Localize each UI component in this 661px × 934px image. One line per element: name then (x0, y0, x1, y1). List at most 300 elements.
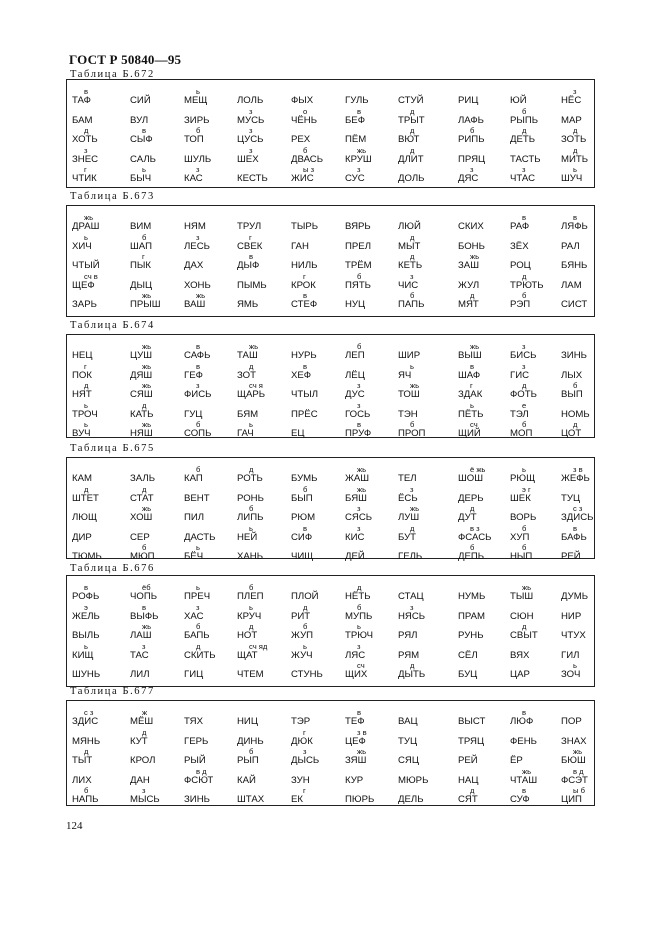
syllable-word: ЧТИК (72, 173, 97, 184)
syllable-word: ДЕЛЬ (398, 794, 424, 805)
syllable-word: СЫФ (130, 134, 153, 145)
syllable-word: ЗУН (291, 774, 310, 786)
syllable-word: ФОТЬ (510, 389, 537, 400)
syllable-diacritic: д (410, 252, 415, 261)
syllable-word: МЮРЬ (398, 774, 429, 786)
syllable-diacritic: д (522, 381, 527, 390)
syllable-diacritic: б (522, 543, 527, 552)
syllable-word: ЮЙ (510, 95, 527, 106)
syllable-word: ТЭР (291, 716, 311, 727)
syllable-diacritic: з (84, 145, 88, 155)
syllable-word: ДЯШ (130, 369, 153, 381)
syllable-diacritic: д (303, 602, 308, 612)
syllable-word: ЛУШ (398, 512, 420, 523)
syllable-word: КРУШ (345, 153, 372, 165)
syllable-diacritic: д (249, 622, 254, 631)
syllable-word: ЧТЕМ (237, 669, 264, 680)
syllable-diacritic: жь (142, 381, 152, 390)
syllable-diacritic: з (249, 106, 253, 116)
syllable-diacritic: в д (196, 766, 207, 776)
syllable-diacritic: ь (196, 583, 200, 592)
syllable-word: НИЛЬ (291, 260, 318, 271)
syllable-word: РОТЬ (237, 473, 263, 484)
syllable-word: КИЩ (72, 649, 94, 661)
syllable-word: ЖУЧ (291, 649, 313, 661)
syllable-diacritic: жь (357, 465, 367, 474)
syllable-diacritic: с з (573, 504, 583, 513)
syllable-word: ТЫРЬ (291, 221, 319, 232)
syllable-word: ЗЯШ (345, 755, 367, 766)
syllable-diacritic: з (196, 165, 200, 174)
syllable-table (66, 79, 595, 188)
syllable-diacritic: жь (357, 484, 367, 494)
syllable-diacritic: д (410, 523, 415, 533)
table-caption: Таблица Б.676 (70, 563, 155, 574)
syllable-diacritic: г (84, 165, 87, 174)
syllable-word: РИЦ (458, 95, 479, 106)
syllable-word: МЯТ (458, 299, 479, 310)
syllable-word: ТЕФ (345, 716, 365, 727)
syllable-diacritic: д (410, 106, 415, 116)
syllable-word: ЛИХ (72, 774, 92, 786)
syllable-diacritic: жь (142, 420, 152, 429)
syllable-word: ТЭН (398, 408, 418, 420)
syllable-word: ВЯРЬ (345, 221, 371, 232)
syllable-table (66, 700, 595, 806)
syllable-word: МЯНЬ (72, 735, 101, 747)
syllable-diacritic: в (142, 602, 147, 612)
syllable-word: ТРЮЧ (345, 630, 374, 641)
syllable-diacritic: з (410, 271, 414, 281)
syllable-diacritic: з (470, 165, 474, 174)
syllable-word: НУЦ (345, 299, 366, 310)
syllable-diacritic: з (196, 381, 200, 390)
syllable-word: ШУЛЬ (184, 153, 212, 165)
syllable-diacritic: ь (196, 87, 200, 96)
syllable-word: КАС (184, 173, 203, 184)
syllable-diacritic: з (410, 602, 414, 612)
syllable-word: ДРАШ (72, 221, 100, 232)
syllable-diacritic: ь (196, 543, 200, 552)
syllable-word: СУФ (510, 794, 530, 805)
syllable-diacritic: жь (142, 291, 152, 300)
syllable-diacritic: сч (357, 661, 365, 670)
syllable-diacritic: б (196, 622, 201, 631)
syllable-diacritic: д (142, 727, 147, 737)
syllable-word: ЛЕСЬ (184, 240, 210, 252)
syllable-word: САФЬ (184, 350, 211, 361)
syllable-word: ДУТ (458, 512, 477, 523)
syllable-word: НУМЬ (458, 591, 486, 602)
syllable-word: МЕЩ (184, 95, 208, 106)
syllable-word: БЁЧ (184, 551, 204, 562)
syllable-word: ХОТЬ (72, 134, 98, 145)
syllable-word: КЕТЬ (398, 260, 423, 271)
syllable-diacritic: б (303, 622, 308, 631)
syllable-word: МЫТ (398, 240, 421, 252)
syllable-diacritic: в (357, 106, 362, 116)
syllable-diacritic: в (573, 523, 578, 533)
syllable-word: БЯШ (345, 492, 367, 504)
syllable-word: СКИТЬ (184, 649, 216, 661)
syllable-word: ПРЫШ (130, 299, 161, 310)
syllable-word: ЛЮЙ (398, 221, 421, 232)
syllable-diacritic: д (84, 126, 89, 135)
syllable-word: ШТЕТ (72, 492, 99, 504)
syllable-word: СТУЙ (398, 95, 424, 106)
syllable-word: НЯСЬ (398, 610, 426, 622)
syllable-word: КАП (184, 473, 203, 484)
syllable-diacritic: з (522, 165, 526, 174)
syllable-diacritic: з (249, 126, 253, 135)
syllable-word: СИЙ (130, 95, 151, 106)
syllable-word: ПРЁС (291, 408, 318, 420)
syllable-word: ПЫМЬ (237, 279, 267, 291)
syllable-diacritic: д (470, 291, 475, 300)
syllable-word: ЖУП (291, 630, 314, 641)
syllable-word: ЧТУХ (561, 630, 586, 641)
syllable-word: НАЦ (458, 774, 479, 786)
syllable-word: ПОК (72, 369, 92, 381)
syllable-word: ДЛИТ (398, 153, 424, 165)
syllable-diacritic: ь (84, 641, 88, 651)
syllable-word: ТОП (184, 134, 204, 145)
syllable-diacritic: д (410, 145, 415, 155)
page-number: 124 (66, 820, 83, 832)
syllable-word: ТРЁМ (345, 260, 372, 271)
syllable-word: КУР (345, 774, 364, 786)
syllable-word: ЗДАК (458, 389, 483, 400)
syllable-word: ЗДИС (72, 716, 99, 727)
syllable-diacritic: з (357, 641, 361, 651)
syllable-word: РЭП (510, 299, 531, 310)
syllable-diacritic: ь (303, 641, 307, 651)
syllable-word: ДАХ (184, 260, 204, 271)
syllable-diacritic: с з (84, 708, 94, 717)
syllable-word: ЩЕФ (72, 279, 95, 291)
syllable-word: ЧТЫЛ (291, 389, 319, 400)
syllable-diacritic: б (249, 504, 254, 513)
syllable-word: ТАСТЬ (510, 153, 541, 165)
syllable-diacritic: ь (410, 361, 414, 371)
syllable-diacritic: жь (522, 766, 532, 776)
syllable-diacritic: б (303, 145, 308, 155)
table-caption: Таблица Б.672 (70, 69, 155, 80)
syllable-word: ЗОЧ (561, 669, 581, 680)
syllable-word: ЛИПЬ (237, 512, 264, 523)
syllable-word: ЦОТ (561, 428, 582, 439)
syllable-diacritic: ь (84, 420, 88, 429)
syllable-word: ФЫХ (291, 95, 314, 106)
syllable-word: ТАС (130, 649, 149, 661)
syllable-word: ЧЁНЬ (291, 114, 318, 126)
syllable-word: РОНЬ (237, 492, 264, 504)
syllable-word: ЛОЛЬ (237, 95, 264, 106)
syllable-word: ЛЫХ (561, 369, 583, 381)
syllable-diacritic: з (522, 342, 526, 351)
syllable-word: ТЫШ (510, 591, 534, 602)
syllable-word: ВЫШ (458, 350, 482, 361)
syllable-diacritic: б (573, 381, 578, 390)
syllable-diacritic: ь (573, 661, 577, 670)
syllable-diacritic: в (522, 708, 527, 717)
syllable-diacritic: жь (470, 252, 480, 261)
syllable-diacritic: д (84, 484, 89, 494)
syllable-diacritic: з (357, 165, 361, 174)
syllable-word: ДИР (72, 531, 92, 543)
table-caption: Таблица Б.674 (70, 320, 155, 331)
syllable-diacritic: жь (410, 381, 420, 390)
syllable-diacritic: ь (249, 523, 253, 533)
syllable-diacritic: д (573, 420, 578, 429)
syllable-diacritic: ы з (303, 165, 315, 174)
syllable-word: ТАФ (72, 95, 91, 106)
syllable-word: РИПЬ (458, 134, 485, 145)
syllable-word: ЛЮЩ (72, 512, 97, 523)
syllable-word: МАР (561, 114, 582, 126)
syllable-word: ДЕЙ (345, 551, 365, 562)
syllable-word: ВЕНТ (184, 492, 210, 504)
syllable-word: ЕК (291, 794, 303, 805)
syllable-word: ДЫФ (237, 260, 260, 271)
syllable-word: НЕЦ (72, 350, 93, 361)
syllable-word: НЯМ (184, 221, 206, 232)
syllable-word: ВУЧ (72, 428, 91, 439)
syllable-word: ДОЛЬ (398, 173, 425, 184)
syllable-diacritic: д (84, 381, 89, 390)
syllable-word: ВЯХ (510, 649, 530, 661)
syllable-word: ФИСЬ (184, 389, 212, 400)
syllable-word: ГЕРЬ (184, 735, 209, 747)
syllable-word: СЕР (130, 531, 150, 543)
syllable-table (66, 334, 595, 438)
syllable-word: ВИМ (130, 221, 152, 232)
syllable-table (66, 205, 595, 317)
syllable-diacritic: в (522, 213, 527, 222)
syllable-word: БУМЬ (291, 473, 318, 484)
syllable-word: ХИЧ (72, 240, 92, 252)
table-caption: Таблица Б.675 (70, 443, 155, 454)
syllable-word: ЁСЬ (398, 492, 418, 504)
syllable-word: РЯМ (398, 649, 420, 661)
syllable-word: БЯМ (237, 408, 259, 420)
syllable-word: МИТЬ (561, 153, 589, 165)
syllable-word: ЩИЙ (458, 428, 481, 439)
syllable-diacritic: ёб (142, 583, 151, 592)
syllable-word: ДУС (345, 389, 365, 400)
syllable-word: КАМ (72, 473, 92, 484)
syllable-word: НЁТЬ (345, 591, 371, 602)
syllable-word: ЧТАШ (510, 774, 538, 786)
syllable-diacritic: д (410, 232, 415, 242)
syllable-diacritic: ь (84, 232, 88, 242)
syllable-word: ХАНЬ (237, 551, 264, 562)
syllable-diacritic: б (196, 465, 201, 474)
syllable-word: ШАФ (458, 369, 481, 381)
syllable-diacritic: ь (470, 400, 474, 410)
syllable-diacritic: д (249, 465, 254, 474)
syllable-word: ЩАРЬ (237, 389, 266, 400)
syllable-word: ДЫЦ (130, 279, 153, 291)
syllable-word: КУТ (130, 735, 148, 747)
syllable-diacritic: д (357, 583, 362, 592)
syllable-diacritic: б (522, 106, 527, 116)
syllable-word: РЫП (237, 755, 259, 766)
syllable-word: ШИР (398, 350, 421, 361)
syllable-diacritic: сч (470, 420, 478, 429)
syllable-word: БЕФ (345, 114, 365, 126)
syllable-diacritic: д (470, 504, 475, 513)
syllable-diacritic: е (522, 400, 527, 410)
syllable-word: ШТАХ (237, 794, 265, 805)
syllable-word: МОП (510, 428, 533, 439)
syllable-diacritic: б (522, 291, 527, 300)
syllable-word: ПЁМ (345, 134, 367, 145)
syllable-word: ЛАШ (130, 630, 152, 641)
syllable-word: ТУЦ (398, 735, 418, 747)
syllable-word: НЯТ (72, 389, 92, 400)
syllable-word: ТЮМЬ (72, 551, 102, 562)
syllable-diacritic: б (142, 543, 147, 552)
syllable-diacritic: в (196, 361, 201, 371)
syllable-diacritic: жь (357, 145, 367, 155)
syllable-word: ШОШ (458, 473, 484, 484)
syllable-word: ЧТЫЙ (72, 260, 100, 271)
syllable-diacritic: б (410, 291, 415, 300)
syllable-diacritic: г (303, 727, 306, 737)
syllable-word: ЧОПЬ (130, 591, 158, 602)
syllable-word: РОЦ (510, 260, 531, 271)
syllable-diacritic: сч я (249, 381, 263, 390)
syllable-word: СУС (345, 173, 365, 184)
syllable-word: ЛЕП (345, 350, 365, 361)
syllable-word: СЯТ (458, 794, 478, 805)
syllable-word: БИСЬ (510, 350, 537, 361)
syllable-word: КАЙ (237, 774, 256, 786)
syllable-word: ЗИНЬ (184, 794, 210, 805)
syllable-word: ЖЕЛЬ (72, 610, 100, 622)
syllable-word: ВЫСТ (458, 716, 486, 727)
syllable-word: ДЕТЬ (510, 134, 536, 145)
syllable-diacritic: з (410, 484, 414, 494)
syllable-diacritic: в д (573, 766, 584, 776)
syllable-diacritic: б (142, 232, 147, 242)
syllable-diacritic: з (522, 361, 526, 371)
syllable-word: БОНЬ (458, 240, 485, 252)
syllable-word: ТРОЧ (72, 408, 98, 420)
syllable-diacritic: жь (522, 583, 532, 592)
syllable-word: ЗИРЬ (184, 114, 210, 126)
syllable-diacritic: з (303, 747, 307, 756)
syllable-word: ШЕХ (237, 153, 259, 165)
syllable-word: СЯШ (130, 389, 153, 400)
syllable-word: ДЫТЬ (398, 669, 426, 680)
syllable-word: ТУЦ (561, 492, 581, 504)
syllable-diacritic: д (410, 126, 415, 135)
syllable-word: СВЫТ (510, 630, 538, 641)
syllable-word: МЫСЬ (130, 794, 160, 805)
syllable-word: ЩАТ (237, 649, 258, 661)
syllable-word: ФСАСЬ (458, 531, 492, 543)
syllable-word: ТАШ (237, 350, 258, 361)
syllable-word: СЯСЬ (345, 512, 373, 523)
syllable-diacritic: ь (249, 602, 253, 612)
table-caption: Таблица Б.673 (70, 191, 155, 202)
syllable-word: ЛЮФ (510, 716, 534, 727)
syllable-diacritic: ы б (573, 786, 585, 795)
syllable-word: ЧИЩ (291, 551, 314, 562)
syllable-diacritic: в з (470, 523, 480, 533)
syllable-word: ДЮК (291, 735, 313, 747)
syllable-word: ВЫП (561, 389, 583, 400)
syllable-word: МЮП (130, 551, 155, 562)
syllable-diacritic: з в (357, 727, 367, 737)
syllable-word: РЫЙ (184, 755, 206, 766)
syllable-diacritic: в (573, 213, 578, 222)
syllable-diacritic: з (357, 504, 361, 513)
syllable-diacritic: д (522, 126, 527, 135)
syllable-word: ВОРЬ (510, 512, 537, 523)
syllable-word: ПЛОЙ (291, 591, 319, 602)
syllable-word: ЖУЛ (458, 279, 480, 291)
syllable-diacritic: жь (357, 747, 367, 756)
syllable-diacritic: ь (522, 465, 526, 474)
syllable-word: ПЛЕП (237, 591, 264, 602)
syllable-word: ГАЧ (237, 428, 254, 439)
syllable-word: НЯШ (130, 428, 153, 439)
syllable-word: СИСТ (561, 299, 588, 310)
syllable-diacritic: д (249, 361, 254, 371)
syllable-diacritic: ь (84, 400, 88, 410)
syllable-diacritic: в (357, 708, 362, 717)
syllable-word: ПОР (561, 716, 582, 727)
syllable-diacritic: б (357, 271, 362, 281)
syllable-word: ЦАР (510, 669, 530, 680)
syllable-word: ЩИХ (345, 669, 368, 680)
syllable-diacritic: д (84, 747, 89, 756)
syllable-word: СТУНЬ (291, 669, 323, 680)
syllable-word: РЫПЬ (510, 114, 539, 126)
syllable-word: ГУЦ (184, 408, 203, 420)
syllable-word: МУПЬ (345, 610, 373, 622)
syllable-word: ВЫФЬ (130, 610, 159, 622)
syllable-word: МУСЬ (237, 114, 265, 126)
syllable-diacritic: б (357, 602, 362, 612)
syllable-word: НИЦ (237, 716, 258, 727)
syllable-diacritic: б (522, 523, 527, 533)
syllable-diacritic: жь (249, 342, 259, 351)
syllable-word: ЯЧ (398, 369, 412, 381)
syllable-diacritic: в (84, 87, 89, 96)
syllable-word: ЗАЛЬ (130, 473, 155, 484)
syllable-diacritic: в (357, 420, 362, 429)
syllable-word: ДЯС (458, 173, 479, 184)
syllable-word: ВУЛ (130, 114, 149, 126)
syllable-diacritic: сч в (84, 271, 98, 281)
syllable-diacritic: ь (249, 420, 253, 429)
syllable-diacritic: б (470, 543, 475, 552)
syllable-diacritic: жь (142, 342, 152, 351)
syllable-diacritic: б (303, 484, 308, 494)
syllable-diacritic: жь (470, 342, 480, 351)
syllable-word: ХАС (184, 610, 204, 622)
syllable-word: НЕЙ (237, 531, 258, 543)
syllable-word: СТАТ (130, 492, 154, 504)
syllable-diacritic: б (357, 342, 362, 351)
syllable-word: ЗОТЬ (561, 134, 587, 145)
syllable-word: ПРАМ (458, 610, 486, 622)
syllable-word: ПЮРЬ (345, 794, 375, 805)
